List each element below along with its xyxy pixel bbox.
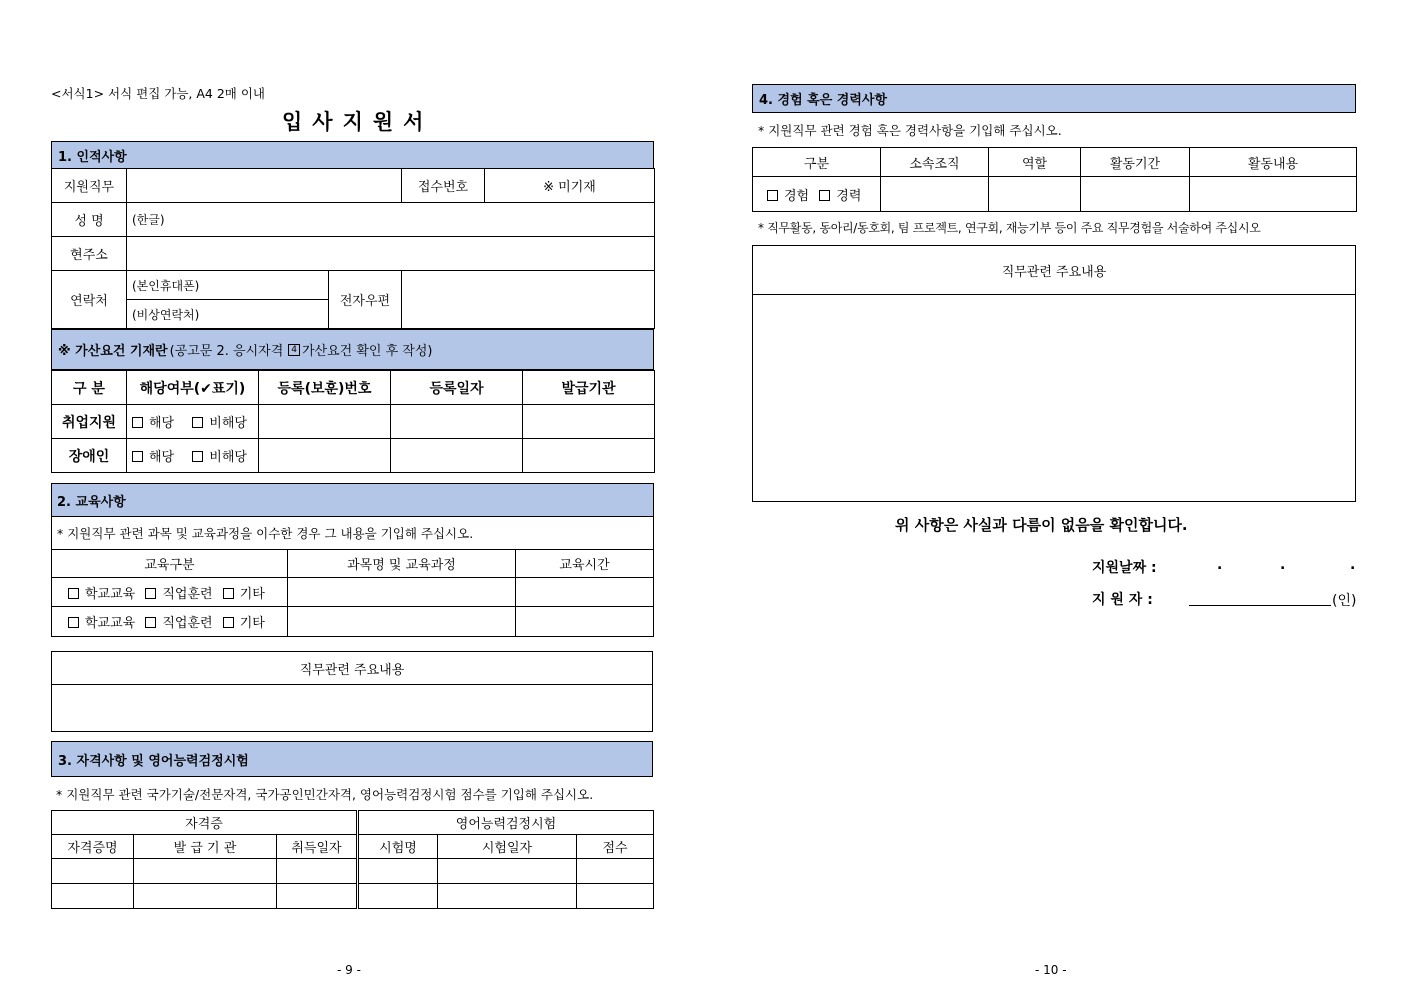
name-label: 성 명	[52, 203, 127, 237]
table-row	[52, 884, 654, 909]
checkbox-label: 해당	[149, 416, 175, 431]
table-row	[52, 578, 654, 607]
q-col-date: 취득일자	[277, 835, 358, 859]
exp-col-activity: 활동내용	[1190, 148, 1357, 177]
exp-col-period: 활동기간	[1081, 148, 1190, 177]
hours-field[interactable]	[516, 578, 654, 607]
experience-note-2: * 직무활동, 동아리/동호회, 팀 프로젝트, 연구회, 재능기부 등이 주요 직무경험을 서술하여 주십시오	[758, 221, 1261, 235]
bonus-header-tail: 가산요건 확인 후 작성)	[302, 344, 433, 359]
checkbox-label: 직업훈련	[162, 586, 213, 602]
test-field[interactable]	[358, 884, 438, 909]
reg-no-field[interactable]	[259, 405, 391, 439]
date-dot: .	[1217, 557, 1223, 573]
q-col-test-date: 시험일자	[438, 835, 577, 859]
issuer-field[interactable]	[523, 405, 655, 439]
section-3-header: 3. 자격사항 및 영어능력검정시험	[51, 741, 653, 777]
page-number-left: - 9 -	[337, 963, 361, 977]
seal-mark: (인)	[1332, 593, 1357, 609]
role-field[interactable]	[989, 177, 1081, 212]
checkbox[interactable]	[192, 417, 203, 428]
checkbox[interactable]	[145, 617, 156, 628]
experience-note: * 지원직무 관련 경험 혹은 경력사항을 기입해 주십시오.	[758, 123, 1062, 138]
course-field[interactable]	[288, 607, 516, 637]
q-col-test: 시험명	[358, 835, 438, 859]
bonus-row-label: 장애인	[52, 439, 127, 473]
bonus-header	[51, 329, 654, 370]
exp-col-type: 구분	[753, 148, 881, 177]
bonus-header-box: 4	[288, 344, 300, 356]
hours-field[interactable]	[516, 607, 654, 637]
license-field[interactable]	[52, 859, 134, 884]
acquired-date-field[interactable]	[277, 884, 358, 909]
exp-main-content-field[interactable]	[753, 295, 1356, 502]
edu-col-hours: 교육시간	[516, 550, 654, 578]
bonus-header-rest: (공고문 2. 응시자격	[169, 344, 284, 359]
checkbox-label: 경험	[784, 188, 810, 204]
test-date-field[interactable]	[438, 859, 577, 884]
bonus-col-reg-date: 등록일자	[391, 371, 523, 405]
email-field[interactable]	[402, 271, 655, 329]
activity-field[interactable]	[1190, 177, 1357, 212]
checkbox[interactable]	[223, 588, 234, 599]
checkbox-label: 학교교육	[85, 616, 136, 631]
job-field[interactable]	[127, 169, 402, 203]
bonus-header-bold: ※ 가산요건 기재란	[58, 344, 168, 359]
signature-line[interactable]	[1189, 605, 1331, 606]
section-1-header: 1. 인적사항	[51, 141, 654, 169]
reg-date-field[interactable]	[391, 405, 523, 439]
edu-main-content-table	[51, 651, 653, 732]
contact-label: 연락처	[52, 271, 127, 329]
license-field[interactable]	[52, 884, 134, 909]
format-note: <서식1> 서식 편집 가능, A4 2매 이내	[51, 86, 265, 101]
issuer-field[interactable]	[523, 439, 655, 473]
table-row	[52, 859, 654, 884]
q-col-score: 점수	[577, 835, 654, 859]
name-field[interactable]	[127, 203, 655, 237]
test-date-field[interactable]	[438, 884, 577, 909]
score-field[interactable]	[577, 859, 654, 884]
exp-type-cell	[753, 177, 881, 212]
checkbox[interactable]	[192, 451, 203, 462]
score-field[interactable]	[577, 884, 654, 909]
bonus-row-label: 취업지원	[52, 405, 127, 439]
checkbox-label: 직업훈련	[162, 616, 213, 631]
checkbox-label: 기타	[239, 586, 265, 602]
bonus-table	[51, 370, 655, 473]
date-dot: .	[1350, 557, 1356, 573]
table-row	[52, 439, 655, 473]
exp-col-org: 소속조직	[881, 148, 989, 177]
job-label: 지원직무	[52, 169, 127, 203]
checkbox-label: 경력	[836, 188, 862, 204]
edu-main-content-field[interactable]	[52, 685, 653, 732]
bonus-col-category: 구 분	[52, 371, 127, 405]
qualification-note: * 지원직무 관련 국가기술/전문자격, 국가공인민간자격, 영어능력검정시험 점수를 기입해 주십시오.	[56, 787, 594, 802]
exp-col-role: 역할	[989, 148, 1081, 177]
checkbox-label: 학교교육	[85, 586, 136, 602]
exp-main-content-label: 직무관련 주요내용	[753, 246, 1356, 295]
personal-info-table	[51, 168, 655, 329]
section-2-header: 2. 교육사항	[52, 484, 654, 517]
bonus-col-applicable: 해당여부(✔표기)	[127, 371, 259, 405]
bonus-applicable-cell	[127, 405, 259, 439]
address-field[interactable]	[127, 237, 655, 271]
edu-type-cell	[52, 578, 288, 607]
issuer-field[interactable]	[134, 884, 277, 909]
checkbox[interactable]	[223, 617, 234, 628]
license-group: 자격증	[52, 811, 358, 835]
reg-no-field[interactable]	[259, 439, 391, 473]
checkbox-label: 비해당	[209, 416, 247, 431]
checkbox[interactable]	[68, 617, 79, 628]
table-row	[52, 607, 654, 637]
bonus-applicable-cell	[127, 439, 259, 473]
edu-main-content-label: 직무관련 주요내용	[52, 652, 653, 685]
checkbox-label: 기타	[239, 616, 265, 631]
email-label: 전자우편	[329, 271, 402, 329]
emergency-field[interactable]: (비상연락처)	[127, 300, 329, 329]
edu-col-type: 교육구분	[52, 550, 288, 578]
address-label: 현주소	[52, 237, 127, 271]
page-title: 입사지원서	[282, 110, 434, 134]
checkbox[interactable]	[819, 190, 830, 201]
q-col-issuer: 발 급 기 관	[134, 835, 277, 859]
receipt-no-label: 접수번호	[402, 169, 485, 203]
table-row	[753, 177, 1357, 212]
test-field[interactable]	[358, 859, 438, 884]
bonus-col-issuer: 발급기관	[523, 371, 655, 405]
checkbox-label: 해당	[149, 450, 175, 465]
period-field[interactable]	[1081, 177, 1190, 212]
section-4-header: 4. 경험 혹은 경력사항	[752, 84, 1356, 113]
date-dot: .	[1280, 557, 1286, 573]
applicant-label: 지 원 자 :	[1092, 592, 1153, 608]
checkbox[interactable]	[68, 588, 79, 599]
edu-col-course: 과목명 및 교육과정	[288, 550, 516, 578]
edu-type-cell	[52, 607, 288, 637]
name-hint: (한글)	[132, 213, 165, 227]
org-field[interactable]	[881, 177, 989, 212]
receipt-no-value: ※ 미기재	[485, 169, 655, 203]
checkbox[interactable]	[767, 190, 778, 201]
confirm-statement: 위 사항은 사실과 다름이 없음을 확인합니다.	[895, 516, 1188, 534]
education-note: * 지원직무 관련 과목 및 교육과정을 이수한 경우 그 내용을 기입해 주십시오.	[52, 517, 654, 550]
reg-date-field[interactable]	[391, 439, 523, 473]
exp-main-content-table	[752, 245, 1356, 502]
date-label: 지원날짜 :	[1092, 560, 1157, 576]
page-number-right: - 10 -	[1035, 963, 1067, 977]
table-row	[52, 405, 655, 439]
qualification-table	[51, 810, 654, 909]
issuer-field[interactable]	[134, 859, 277, 884]
education-table	[51, 483, 654, 637]
course-field[interactable]	[288, 578, 516, 607]
bonus-col-reg-no: 등록(보훈)번호	[259, 371, 391, 405]
checkbox[interactable]	[132, 451, 143, 462]
acquired-date-field[interactable]	[277, 859, 358, 884]
experience-table	[752, 147, 1357, 212]
checkbox[interactable]	[132, 417, 143, 428]
q-col-license: 자격증명	[52, 835, 134, 859]
mobile-field[interactable]: (본인휴대폰)	[127, 271, 329, 300]
checkbox-label: 비해당	[209, 450, 247, 465]
english-test-group: 영어능력검정시험	[358, 811, 654, 835]
checkbox[interactable]	[145, 588, 156, 599]
